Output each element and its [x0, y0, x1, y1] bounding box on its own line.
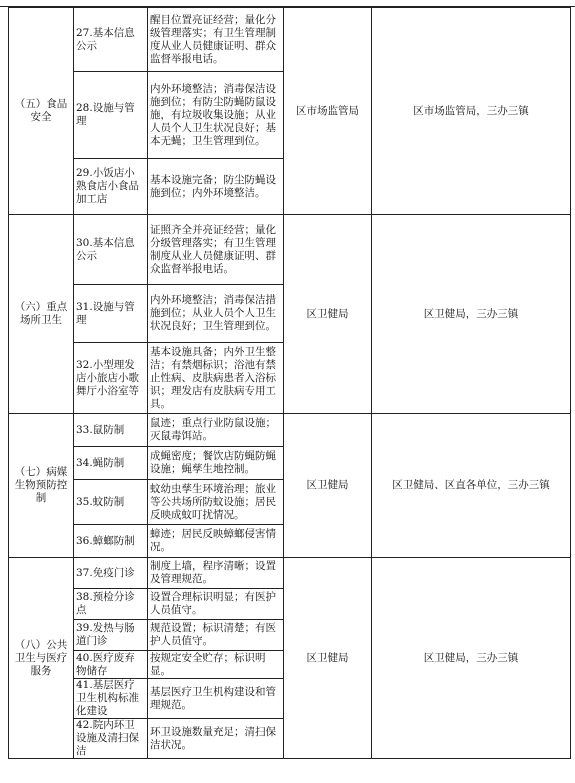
- item-label: 27.基本信息公示: [74, 8, 148, 72]
- item-standard: 内外环境整洁；消毒保洁措施到位；从业人员个人卫生状况良好；卫生管理到位。: [148, 285, 284, 343]
- item-standard: 基本设施完备；防尘防蝇设施到位；内外环境整洁。: [148, 159, 284, 215]
- category-cell: （五）食品安全: [9, 8, 74, 215]
- item-standard: 蟑迹；居民反映蟑螂侵害情况。: [148, 525, 284, 558]
- cooperating-units: 区市场监管局，三办三镇: [372, 8, 571, 215]
- item-standard: 鼠迹；重点行业防鼠设施；灭鼠毒饵站。: [148, 414, 284, 447]
- item-standard: 环卫设施数量充足；清扫保洁状况。: [148, 719, 284, 759]
- item-label: 28.设施与管理: [74, 72, 148, 159]
- item-standard: 成蝇密度；餐饮店防蝇防蝇设施；蝇孳生地控制。: [148, 447, 284, 480]
- item-label: 36.蟑螂防制: [74, 525, 148, 558]
- item-standard: 基本设施具备；内外卫生整洁；有禁烟标识；浴池有禁止性病、皮肤病患者入浴标识；理发店有皮肤病专用工具。: [148, 343, 284, 414]
- responsible-unit: 区市场监管局: [284, 8, 372, 215]
- table-row: [9, 8, 571, 72]
- item-standard: 制度上墙，程序清晰；设置及管理规范。: [148, 558, 284, 589]
- cooperating-units: 区卫健局、区直各单位，三办三镇: [372, 414, 571, 558]
- table-row: [9, 558, 571, 589]
- item-standard: 蚊幼虫孳生环境治理；旅业等公共场所防蚊设施；居民反映成蚊叮扰情况。: [148, 480, 284, 525]
- responsible-unit: 区卫健局: [284, 215, 372, 414]
- item-label: 37.免疫门诊: [74, 558, 148, 589]
- item-standard: 规范设置；标识清楚；有医护人员值守。: [148, 620, 284, 651]
- item-label: 38.预检分诊点: [74, 589, 148, 620]
- responsible-unit: 区卫健局: [284, 414, 372, 558]
- item-label: 39.发热与肠道门诊: [74, 620, 148, 651]
- table-row: [9, 215, 571, 285]
- assessment-table: [8, 7, 571, 759]
- item-label: 41.基层医疗卫生机构标准化建设: [74, 679, 148, 719]
- cooperating-units: 区卫健局，三办三镇: [372, 558, 571, 759]
- responsible-unit: 区卫健局: [284, 558, 372, 759]
- item-standard: 按规定安全贮存；标识明显。: [148, 651, 284, 679]
- item-label: 34.蝇防制: [74, 447, 148, 480]
- item-standard: 证照齐全并亮证经营；量化分级管理落实；有卫生管理制度从业人员健康证明、群众监督举报电话。: [148, 215, 284, 285]
- category-cell: （八）公共卫生与医疗服务: [9, 558, 74, 759]
- item-label: 33.鼠防制: [74, 414, 148, 447]
- category-cell: （六）重点场所卫生: [9, 215, 74, 414]
- item-standard: 基层医疗卫生机构建设和管理规范。: [148, 679, 284, 719]
- item-label: 32.小型理发店小旅店小歌舞厅小浴室等: [74, 343, 148, 414]
- item-label: 30.基本信息公示: [74, 215, 148, 285]
- cooperating-units: 区卫健局，三办三镇: [372, 215, 571, 414]
- item-standard: 内外环境整洁；消毒保洁设施到位；有防尘防蝇防鼠设施，有垃圾收集设施；从业人员个人卫生状况良好；基本无蝇；卫生管理到位。: [148, 72, 284, 159]
- item-label: 31.设施与管理: [74, 285, 148, 343]
- category-cell: （七）病媒生物预防控制: [9, 414, 74, 558]
- item-label: 29.小饭店小熟食店小食品加工店: [74, 159, 148, 215]
- item-standard: 醒目位置亮证经营；量化分级管理落实；有卫生管理制度从业人员健康证明、群众监督举报电话。: [148, 8, 284, 72]
- item-label: 40.医疗废弃物储存: [74, 651, 148, 679]
- item-label: 42.院内环卫设施及清扫保洁: [74, 719, 148, 759]
- item-standard: 设置合理标识明显；有医护人员值守。: [148, 589, 284, 620]
- item-label: 35.蚊防制: [74, 480, 148, 525]
- table-row: [9, 414, 571, 447]
